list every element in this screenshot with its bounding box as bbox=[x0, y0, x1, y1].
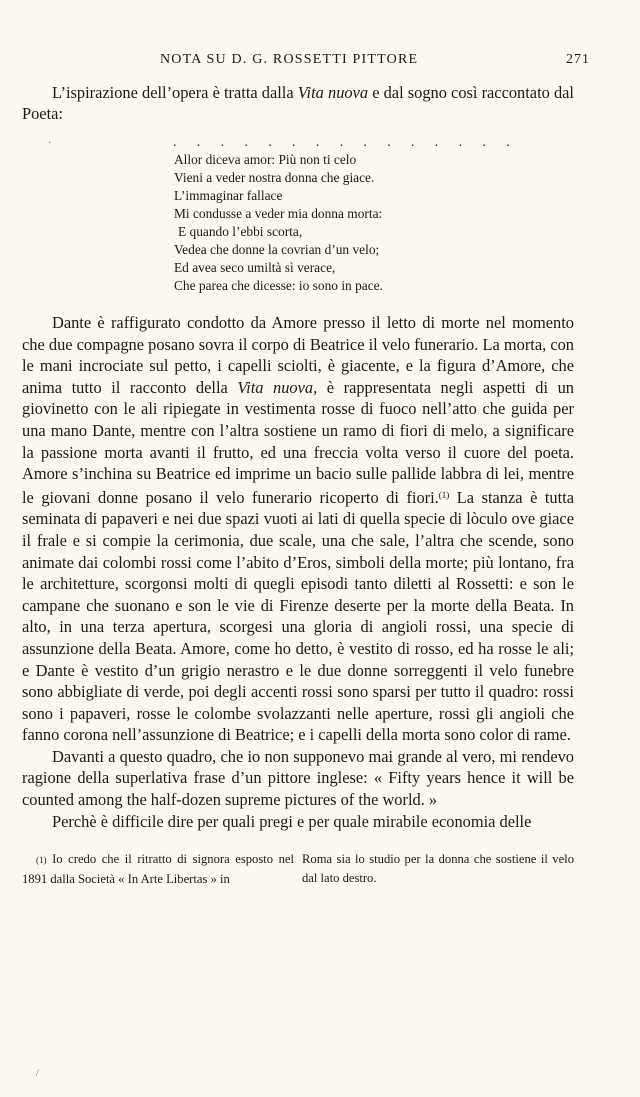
poem-line: Vieni a veder nostra donna che giace. bbox=[174, 170, 375, 185]
poem-line: L’immaginar fallace bbox=[174, 188, 283, 203]
paper-speck: · bbox=[48, 138, 52, 149]
paragraph-text: La stanza è tutta seminata di papaveri e nei due spazi vuoti ai lati di quella specie di lòculo ove giace il frale e si compie la cerimonia, due scale, una che sale, l’altra che scende, sono animate dai colombi rossi come l’abito d’Eros, simboli della morte; più lontano, fra le architetture, scorgonsi molti di quegli episodi tanto diletti al Rossetti: e son le campane che suonano e son le vie di Firenze deserte per la morte della Beata. In alto, in una terza apertura, scorgesi una gloria di angioli rossi, una specie di assunzione della Beata. Amore, come ho detto, è vestito di rosso, ed ha rosse le ali; e Dante è vestito d’un grigio nerastro e le due donne sorreggenti il velo funebre sono abbigliate di verde, poi degli accenti rossi sono sparsi per tutto il quadro: rossi sono i papaveri, rosse le colombe svolazzanti nelle aperture, rossi gli angioli che fanno corona nell’assunzione di Beatrice; e i capelli della morta sono color di rame. bbox=[22, 487, 575, 745]
poem-quote bbox=[174, 151, 383, 295]
work-title: Vita nuova, bbox=[237, 377, 318, 397]
poem-line: Mi condusse a veder mia donna morta: bbox=[174, 206, 383, 221]
footnote bbox=[22, 850, 574, 889]
paper-speck: / bbox=[36, 1068, 39, 1079]
paragraph-text: è rappresentata negli aspetti di un giovinetto con le ali ripiegate in vestimenta rosse di fuoco nell’atto che guida per una mano Dante, mentre con l’altra sostiene un ramo di fiori di melo, a significare la passione morta avanti il frutto, ed una freccia volta verso il cuore del poeta. Amore s’inchina su Beatrice ed imprime un bacio sulle pallide labbra di lei, mentre le giovani donne posano il velo funerario ricoperto di fiori. bbox=[22, 377, 574, 507]
paragraph-continuation: Perchè è difficile dire per quali pregi e per quale mirabile economia delle bbox=[52, 811, 532, 831]
page-number: 271 bbox=[566, 52, 590, 67]
paragraph-description bbox=[22, 312, 574, 746]
intro-paragraph bbox=[22, 82, 574, 124]
poem-line: Allor diceva amor: Più non ti celo bbox=[174, 152, 357, 167]
intro-text-before: L’ispirazione dell’opera è tratta dalla bbox=[52, 83, 298, 102]
poem-line: Ed avea seco umiltà sì verace, bbox=[174, 260, 336, 275]
work-title: Vita nuova bbox=[297, 83, 369, 102]
intro-text-after: e dal sogno così raccontato dal Poeta: bbox=[22, 83, 574, 123]
main-text bbox=[22, 312, 574, 832]
poem-line: Vedea che donne la covrian d’un velo; bbox=[174, 242, 380, 257]
paragraph-text: Dante è raffigurato condotto da Amore presso il letto di morte nel momento che due compagne posano sovra il corpo di Beatrice il velo funerario. La morta, con le mani incrociate sul petto, i capelli sciolti, è giacente, e la figura d’Amore, che anima tutto il racconto della bbox=[22, 313, 574, 397]
footnote-mark: (1) bbox=[36, 855, 47, 865]
footnote-text: Io credo che il ritratto di signora esposto nel 1891 dalla Società « In Arte Libertas » in bbox=[22, 852, 294, 886]
footnote-reference: (1) bbox=[438, 489, 450, 500]
running-title: NOTA SU D. G. ROSSETTI PITTORE bbox=[160, 52, 419, 67]
paragraph-quote: Davanti a questo quadro, che io non supponevo mai grande al vero, mi rendevo ragione della superlativa frase d’un pittore inglese: « Fifty years hence it will be counted among the half-dozen supreme pictures of the world. » bbox=[22, 746, 574, 810]
footnote-column-left bbox=[22, 850, 294, 889]
footnote-column-right: Roma sia lo studio per la donna che sostiene il velo dal lato destro. bbox=[302, 852, 574, 885]
poem-line: Che parea che dicesse: io sono in pace. bbox=[174, 278, 383, 293]
poem-ellipsis: . . . . . . . . . . . . . . . bbox=[173, 135, 519, 150]
poem-line: E quando l’ebbi scorta, bbox=[178, 224, 303, 239]
